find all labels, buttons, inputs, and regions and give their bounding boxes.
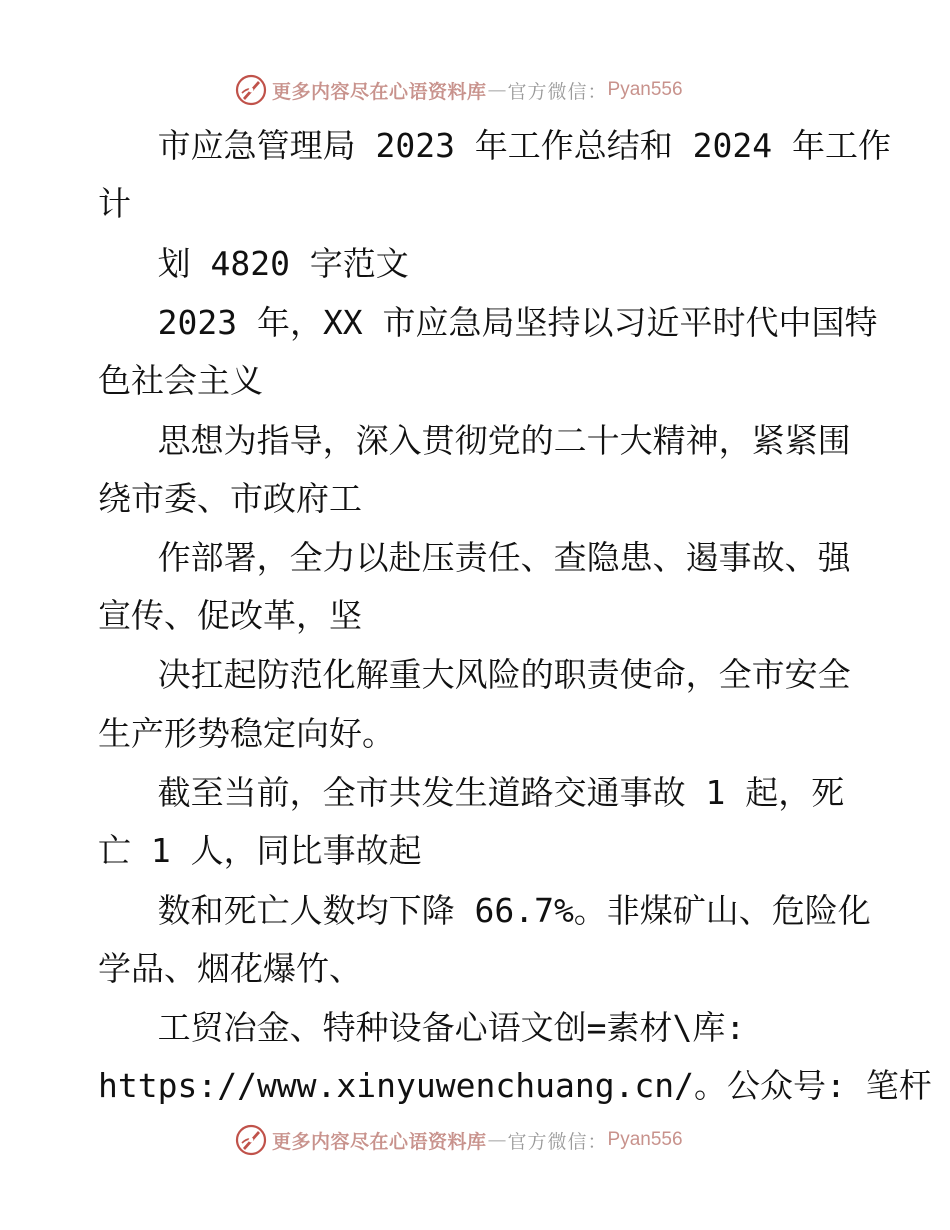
watermark-sub-text: 官方微信： (507, 80, 608, 103)
body-line: 生产形势稳定向好。 (98, 714, 395, 753)
watermark-main-text: 更多内容尽在心语资料库 (272, 80, 487, 103)
body-line: 宣传、促改革，坚 (98, 596, 362, 635)
body-line: 划 4820 字范文 (98, 244, 409, 283)
body-line: 绕市委、市政府工 (98, 479, 362, 518)
body-line: 截至当前，全市共发生道路交通事故 1 起，死 (98, 773, 845, 812)
watermark-dash: — (487, 79, 507, 101)
body-line: 数和死亡人数均下降 66.7%。非煤矿山、危险化 (98, 891, 871, 930)
body-line: 学品、烟花爆竹、 (98, 949, 362, 988)
watermark-header (234, 73, 683, 107)
watermark-footer (234, 1123, 683, 1157)
body-line: 工贸冶金、特种设备心语文创=素材\库: (98, 1008, 746, 1047)
body-line: https://www.xinyuwenchuang.cn/。公众号: 笔杆 (98, 1066, 932, 1105)
body-line: 2023 年，XX 市应急局坚持以习近平时代中国特 (98, 303, 878, 342)
watermark-dash: — (487, 1129, 507, 1151)
body-line: 作部署，全力以赴压责任、查隐患、遏事故、强 (98, 538, 851, 577)
body-line: 决扛起防范化解重大风险的职责使命，全市安全 (98, 655, 851, 694)
watermark-id-text: Pyan556 (607, 79, 683, 100)
watermark-id-text: Pyan556 (607, 1129, 683, 1150)
watermark-main-text: 更多内容尽在心语资料库 (272, 1130, 487, 1153)
body-line: 亡 1 人，同比事故起 (98, 831, 422, 870)
body-line: 计 (98, 184, 131, 223)
body-line: 市应急管理局 2023 年工作总结和 2024 年工作 (98, 126, 892, 165)
watermark-sub-text: 官方微信： (507, 1130, 608, 1153)
quill-logo-icon (234, 73, 268, 107)
quill-logo-icon (234, 1123, 268, 1157)
body-line: 色社会主义 (98, 361, 263, 400)
body-line: 思想为指导，深入贯彻党的二十大精神，紧紧围 (98, 421, 851, 460)
